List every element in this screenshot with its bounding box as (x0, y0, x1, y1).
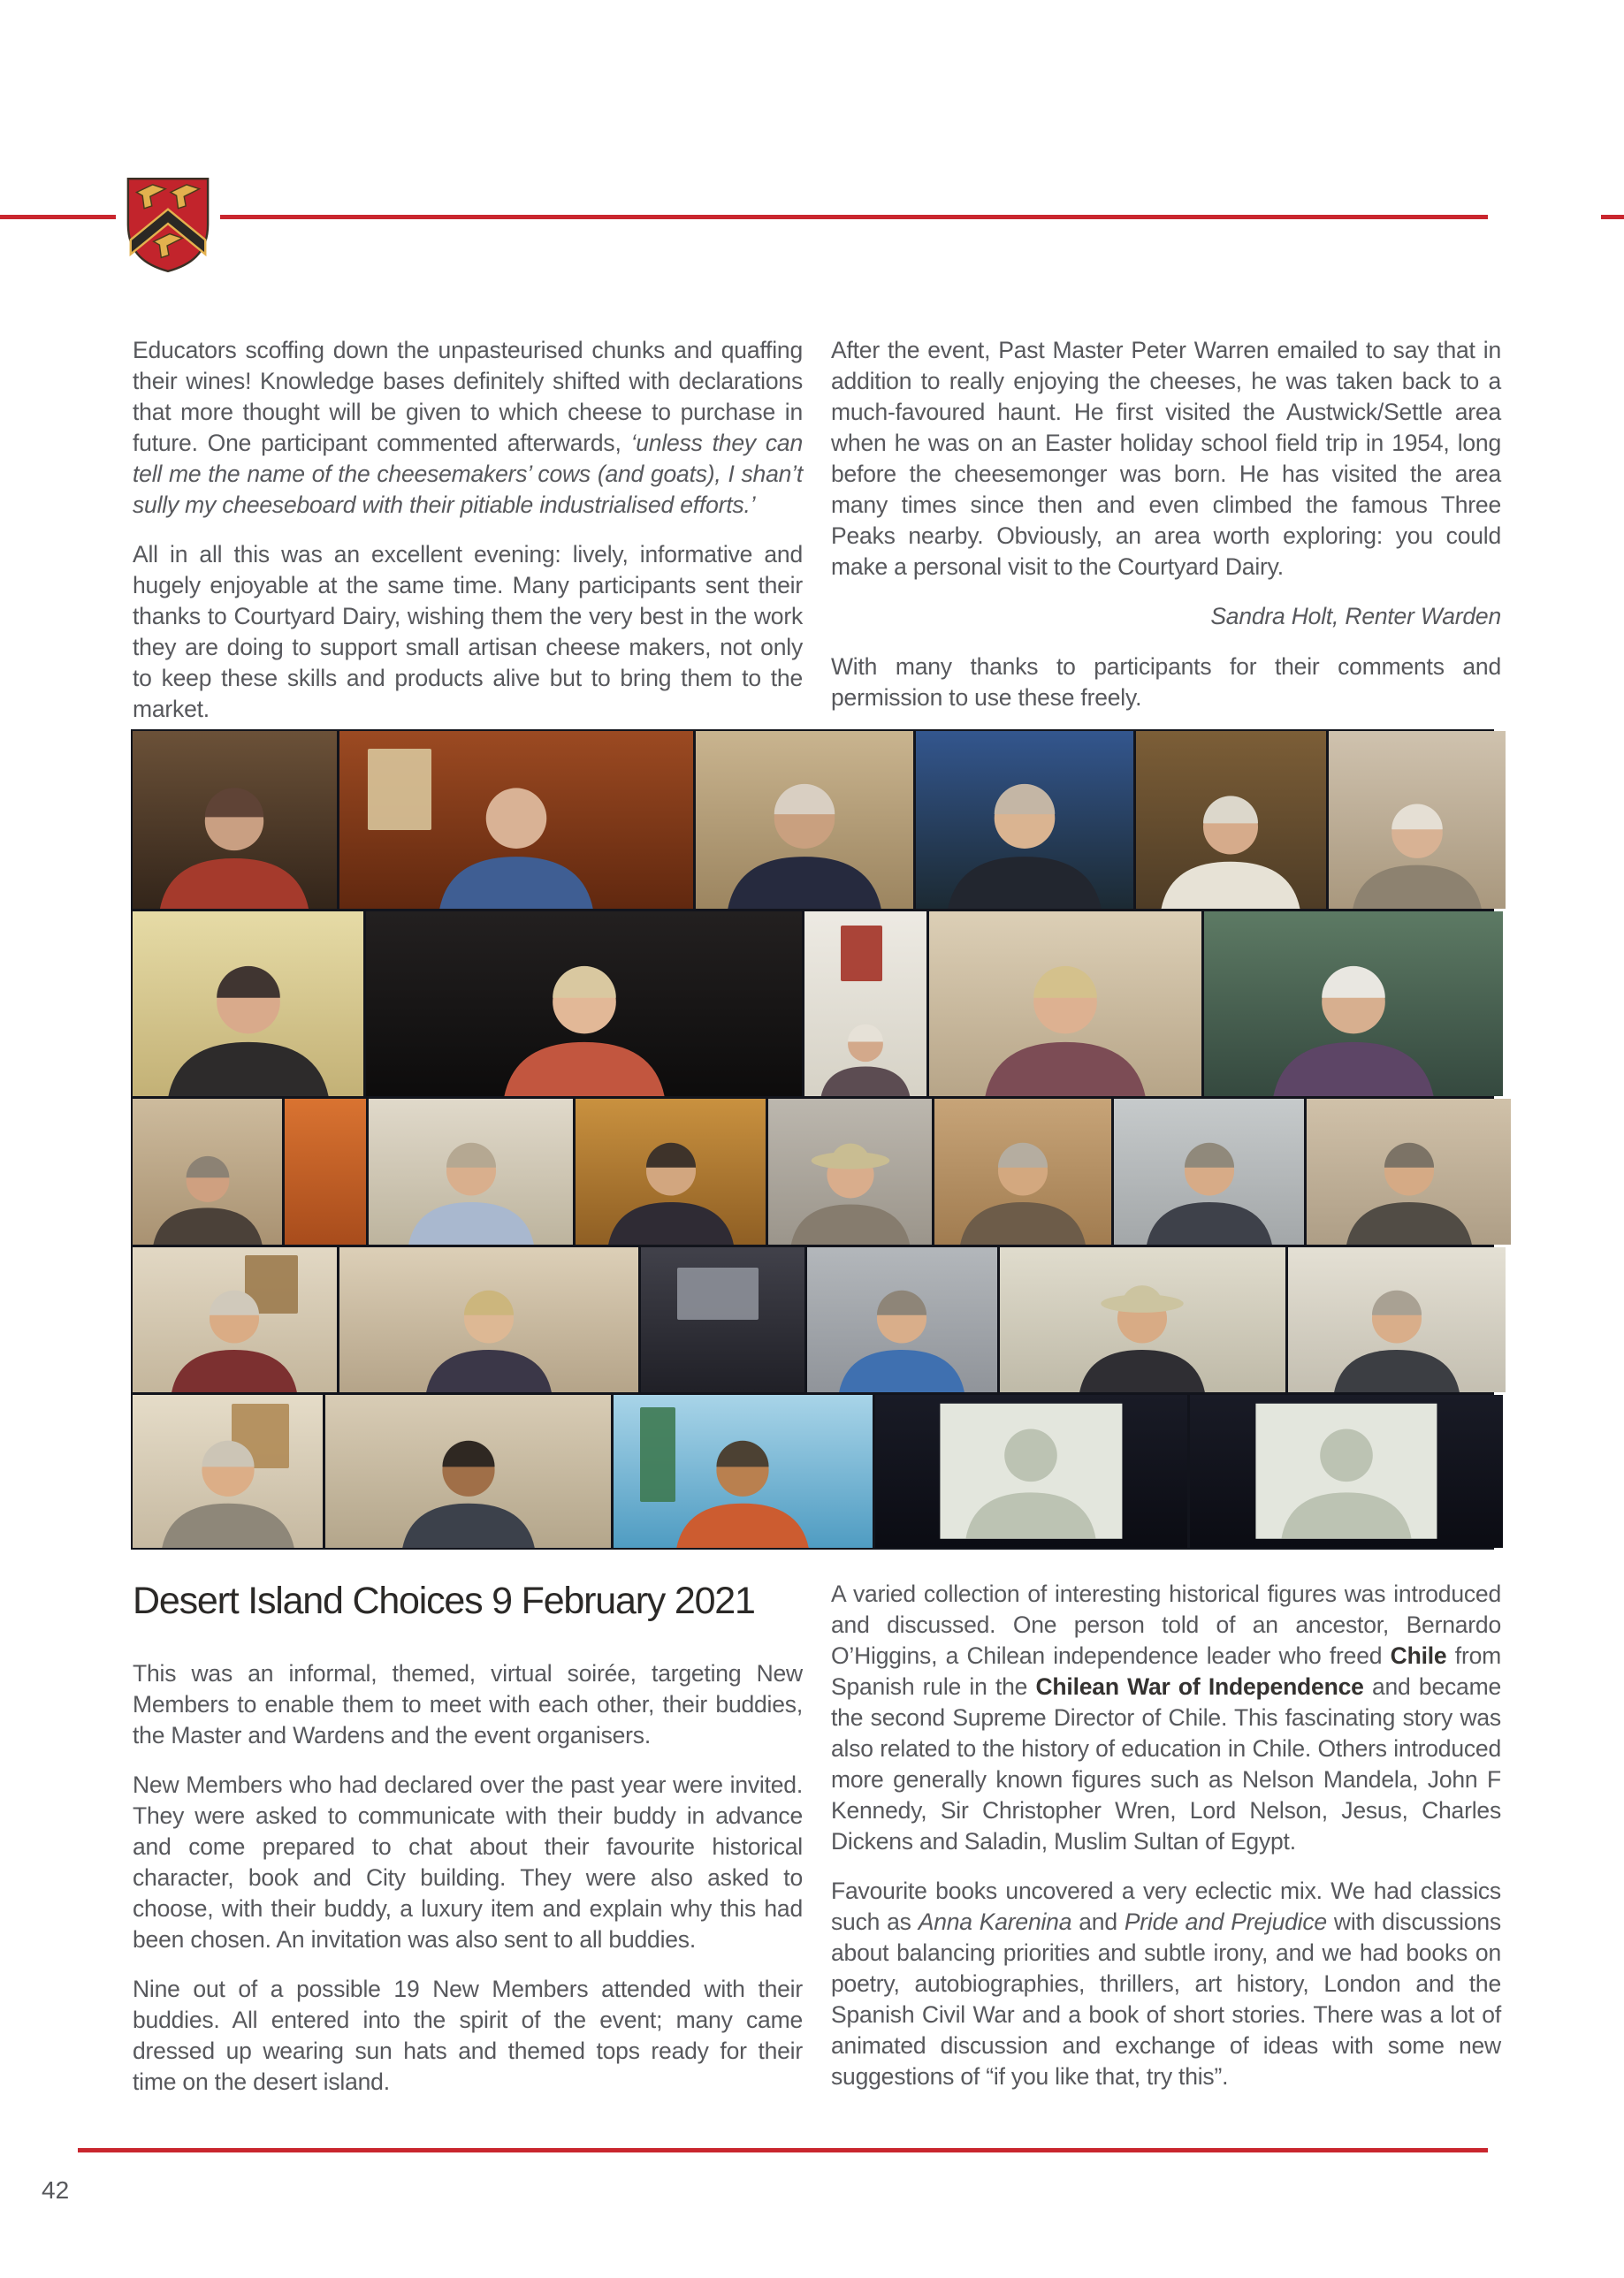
person-silhouette (135, 1126, 278, 1245)
section-left-column (133, 1579, 803, 2116)
person-silhouette (136, 1423, 319, 1548)
no-video-placeholder (1256, 1404, 1437, 1538)
paragraph: Favourite books uncovered a very eclectic mix. We had classics such as Anna Karenina and Pride and Prejudice with discussions about balancing priorities and subtle irony, and we had books on poetry, autobiographies, thrillers, art history, London and the Spanish Civil War and a book of short stories. There was a lot of animated discussion and exchange of ideas with some new suggestions of “if you like that, try this”. (831, 1878, 1501, 2090)
person-silhouette (345, 1274, 632, 1392)
tile-no-video-1 (875, 1395, 1188, 1548)
tile-gray-haired-man (133, 1099, 282, 1244)
tile-bookshelf-woman-floral (1136, 731, 1326, 909)
page-number: 42 (42, 2176, 70, 2204)
paragraph: This was an informal, themed, virtual soirée, targeting New Members to enable them to meet with each other, their buddies, the Master and Wardens and the event organisers. (133, 1660, 803, 1748)
paragraph: New Members who had declared over the past year were invited. They were asked to communicate with their buddy in advance and come prepared to chat about their favourite historical character, book and City building. They were also asked to choose, with their buddy, a luxury item and explain why this had been chosen. An invitation was also sent to all buddies. (133, 1771, 803, 1953)
tile-orange-artwork (285, 1099, 366, 1244)
person-silhouette (699, 764, 908, 909)
person-silhouette (811, 1274, 994, 1392)
tile-woman-light-room (1329, 731, 1506, 909)
no-video-placeholder (941, 1404, 1122, 1538)
avatar-icon (941, 1414, 1122, 1538)
tile-woman-striped-top (1288, 1247, 1506, 1392)
tile-blonde-woman-dark-room (366, 911, 801, 1097)
tile-woman-red-bookshelf (133, 731, 337, 909)
avatar-icon (1256, 1414, 1437, 1538)
person-silhouette (137, 945, 359, 1096)
photo-row (133, 1247, 1492, 1392)
person-silhouette (1311, 1126, 1506, 1245)
paragraph: Educators scoffing down the unpasteurised chunks and quaffing their wines! Knowledge bases definitely shifted with declarations that more thought will be given to which cheese to purchase in future. One participant commented afterwards, ‘unless they can tell me the name of the cheesemakers’ cows (and goats), I shan’t sully my cheeseboard with their pitiable industrialised efforts.’ (133, 337, 803, 518)
tile-woman-yellow-room (133, 911, 363, 1097)
tile-man-framed-pictures (133, 1395, 323, 1548)
photo-row (133, 911, 1492, 1097)
paragraph: Nine out of a possible 19 New Members attended with their buddies. All entered into the spirit of the event; many came dressed up wearing sun hats and themed tops ready for their time on the desert island. (133, 1976, 803, 2095)
tile-white-wall-red-art (804, 911, 926, 1097)
tile-man-glasses-right (1307, 1099, 1511, 1244)
tile-woman-straw-hat (768, 1099, 932, 1244)
tile-man-coastal-view (916, 731, 1133, 909)
person-silhouette (1117, 1126, 1300, 1245)
person-silhouette (373, 1126, 568, 1245)
person-silhouette (332, 1423, 606, 1548)
person-silhouette (1005, 1274, 1279, 1392)
tile-dark-room-pictures (641, 1247, 804, 1392)
tile-dark-haired-man-beige (325, 1395, 611, 1548)
section-right-column (831, 1579, 1501, 2111)
company-crest (116, 168, 220, 281)
photo-row (133, 1099, 1492, 1244)
tile-man-headset (369, 1099, 573, 1244)
person-silhouette (619, 1423, 867, 1548)
tile-no-video-2 (1190, 1395, 1503, 1548)
tile-blurred-man-warm-room (934, 1099, 1111, 1244)
footer-rule (78, 2148, 1488, 2152)
tile-woman-blue-scarf (807, 1247, 997, 1392)
top-article-right-column (831, 335, 1501, 732)
person-silhouette (1140, 764, 1323, 909)
tile-colourful-houses-man (576, 1099, 766, 1244)
person-silhouette (579, 1126, 762, 1245)
person-silhouette (375, 945, 792, 1096)
tile-man-gold-chain (696, 731, 913, 909)
tile-blond-man-thinking (339, 1247, 638, 1392)
person-silhouette (920, 764, 1129, 909)
section-heading: Desert Island Choices 9 February 2021 (133, 1580, 755, 1622)
person-silhouette (938, 1126, 1108, 1245)
tile-bald-man-wood-hall (339, 731, 693, 909)
paragraph: With many thanks to participants for their comments and permission to use these freely. (831, 653, 1501, 711)
person-silhouette (934, 945, 1195, 1096)
article-byline: Sandra Holt, Renter Warden (1210, 603, 1501, 629)
header-rule (0, 215, 1488, 219)
top-article-left-column (133, 335, 803, 743)
photo-row (133, 731, 1492, 909)
person-silhouette (137, 764, 332, 909)
tile-smiling-blonde-woman (929, 911, 1201, 1097)
header-rule-edge-segment (1601, 215, 1624, 219)
tile-man-maroon-cardigan (133, 1247, 337, 1392)
person-silhouette (1292, 1274, 1501, 1392)
person-silhouette (137, 1274, 332, 1392)
tile-woman-teal-bookshelf (1204, 911, 1503, 1097)
person-silhouette (347, 764, 686, 909)
zoom-call-photo (131, 729, 1494, 1550)
tile-older-man-pale-room (1114, 1099, 1304, 1244)
paragraph: A varied collection of interesting historical figures was introduced and discussed. One person told of an ancestor, Bernardo O’Higgins, a Chilean independence leader who freed Chile from Spanish rule in the Chilean War of Independence and became the second Supreme Director of Chile. This fascinating story was also related to the history of education in Chile. Others introduced more generally known figures such as Nelson Mandela, John F Kennedy, Sir Christopher Wren, Lord Nelson, Jesus, Charles Dickens and Saladin, Muslim Sultan of Egypt. (831, 1581, 1501, 1855)
photo-row (133, 1395, 1492, 1548)
background-detail (677, 1268, 759, 1320)
paragraph: After the event, Past Master Peter Warren emailed to say that in addition to really enjoying the cheeses, he was taken back to a much-favoured haunt. He first visited the Austwick/Settle area when he was on an Easter holiday school field trip in 1954, long before the cheesemonger was born. He has visited the area many times since then and even climbed the famous Three Peaks nearby. Obviously, an area worth exploring: you could make a personal visit to the Courtyard Dairy. (831, 337, 1501, 580)
sun-hat (1102, 1285, 1184, 1313)
person-silhouette (772, 1126, 928, 1245)
person-silhouette (1332, 764, 1502, 909)
paragraph: All in all this was an excellent evening: lively, informative and hugely enjoyable at the same time. Many participants sent their thanks to Courtyard Dairy, wishing them the very best in the work they are doing to support small artisan cheese makers, not only to keep these skills and products alive but to bring them to the market. (133, 541, 803, 722)
crest-shield-icon (126, 174, 210, 275)
tile-man-safari-hat (1000, 1247, 1285, 1392)
person-silhouette (806, 945, 924, 1096)
tile-man-beach-palms (614, 1395, 872, 1548)
person-silhouette (1209, 945, 1497, 1096)
sun-hat (811, 1143, 889, 1169)
